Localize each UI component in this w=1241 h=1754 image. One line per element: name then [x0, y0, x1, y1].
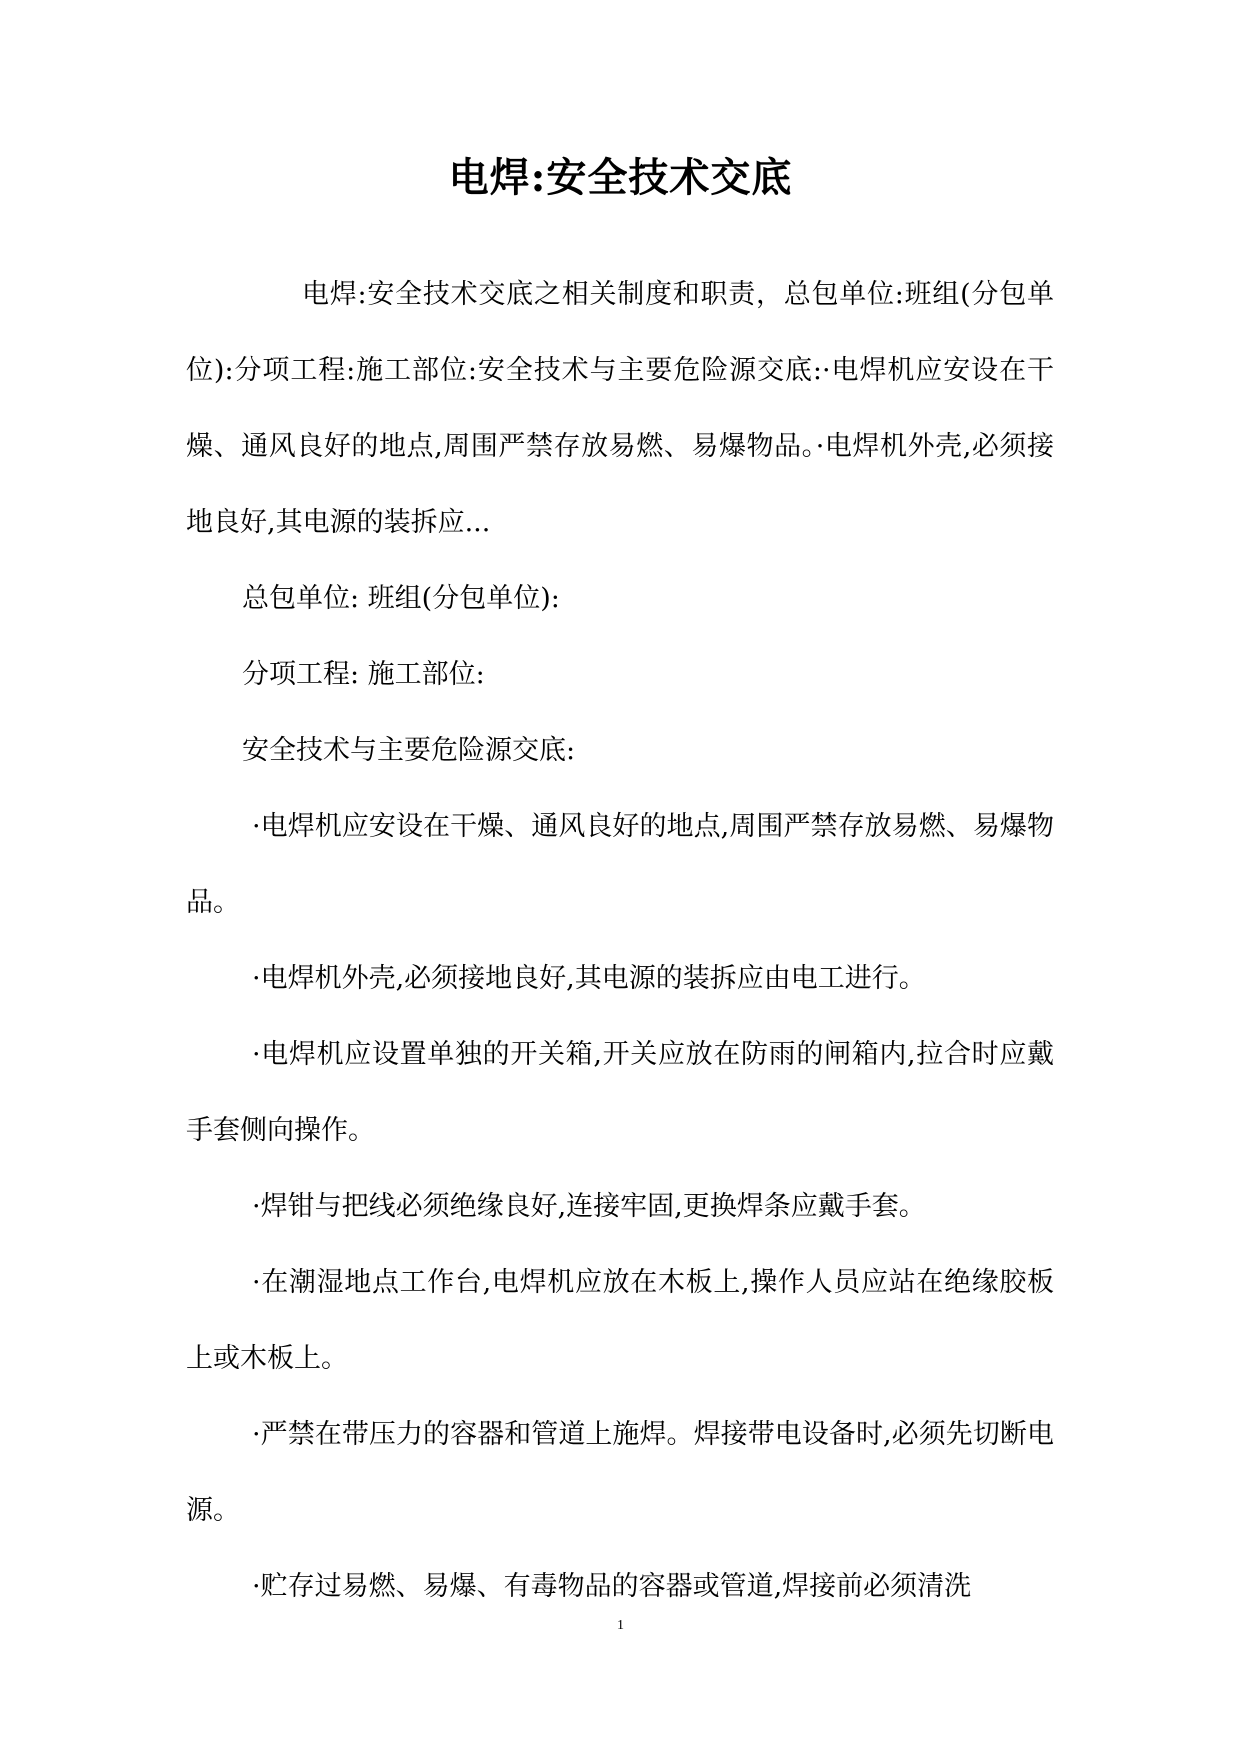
list-item: ·电焊机应设置单独的开关箱,开关应放在防雨的闸箱内,拉合时应戴手套侧向操作。	[186, 1039, 1054, 1146]
field-project: 分项工程: 施工部位:	[242, 659, 485, 690]
list-item: ·焊钳与把线必须绝缘良好,连接牢固,更换焊条应戴手套。	[252, 1191, 926, 1222]
field-contractor: 总包单位: 班组(分包单位):	[242, 583, 560, 614]
list-item: ·电焊机外壳,必须接地良好,其电源的装拆应由电工进行。	[252, 963, 926, 994]
intro-paragraph: 电焊:安全技术交底之相关制度和职责，总包单位:班组(分包单位):分项工程:施工部位:安全技术与主要危险源交底:·电焊机应安设在干燥、通风良好的地点,周围严禁存放易燃、易爆物品。·电焊机外壳,必须接地良好,其电源的装拆应...	[186, 279, 1054, 538]
list-item: ·严禁在带压力的容器和管道上施焊。焊接带电设备时,必须先切断电源。	[186, 1419, 1054, 1526]
list-item: ·电焊机应安设在干燥、通风良好的地点,周围严禁存放易燃、易爆物品。	[186, 811, 1054, 918]
field-hazards-heading: 安全技术与主要危险源交底:	[242, 735, 576, 766]
list-item: ·在潮湿地点工作台,电焊机应放在木板上,操作人员应站在绝缘胶板上或木板上。	[186, 1267, 1054, 1374]
page-number: 1	[617, 1618, 624, 1633]
list-item: ·贮存过易燃、易爆、有毒物品的容器或管道,焊接前必须清洗	[252, 1571, 972, 1602]
document-body	[186, 257, 1054, 1625]
document-title: 电焊:安全技术交底	[448, 154, 793, 201]
